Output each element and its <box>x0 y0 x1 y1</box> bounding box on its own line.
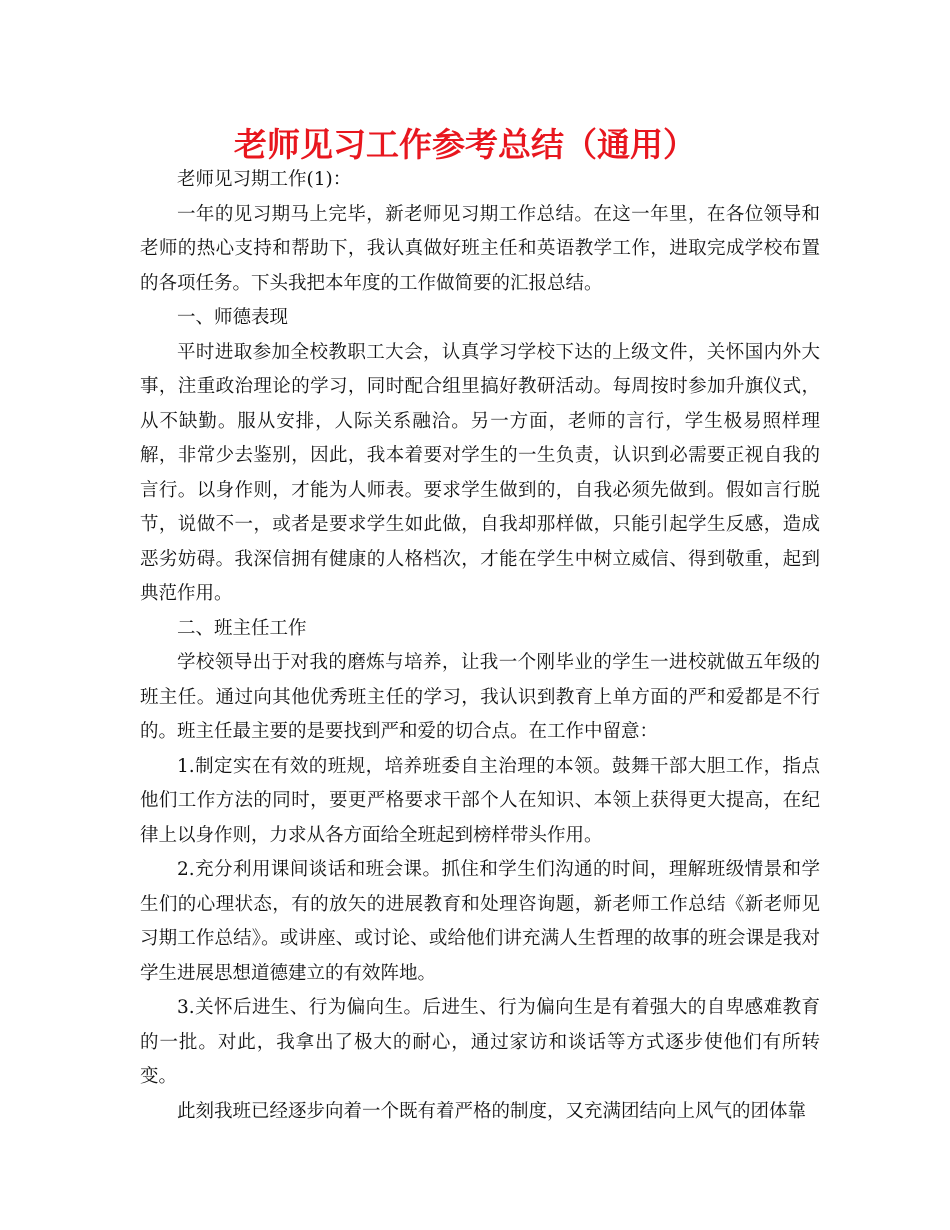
paragraph-item-1: 1.制定实在有效的班规，培养班委自主治理的本领。鼓舞干部大胆工作，指点他们工作方法的同时，要更严格要求干部个人在知识、本领上获得更大提高，在纪律上以身作则，力求从各方面给全班起到榜样带头作用。 <box>140 755 820 846</box>
paragraph-item-3: 3.关怀后进生、行为偏向生。后进生、行为偏向生是有着强大的自卑感难教育的一批。对此，我拿出了极大的耐心，通过家访和谈话等方式逐步使他们有所转变。 <box>140 997 820 1087</box>
paragraph-item-2: 2.充分利用课间谈话和班会课。抓住和学生们沟通的时间，理解班级情景和学生们的心理状态，有的放矢的进展教育和处理咨询题，新老师工作总结《新老师见习期工作总结》。或讲座、或讨论、或给他们讲充满人生哲理的故事的班会课是我对学生进展思想道德建立的有效阵地。 <box>140 859 820 984</box>
section-heading-class-teacher: 二、班主任工作 <box>177 617 307 639</box>
section-heading-ethics: 一、师德表现 <box>177 307 289 328</box>
paragraph-class-teacher: 学校领导出于对我的磨炼与培养，让我一个刚毕业的学生一进校就做五年级的班主任。通过向其他优秀班主任的学习，我认识到教育上单方面的严和爱都是不行的。班主任最主要的是要找到严和爱的切合点。在工作中留意： <box>140 652 820 742</box>
document-title: 老师见习工作参考总结（通用） <box>234 125 696 164</box>
paragraph-intro: 一年的见习期马上完毕，新老师见习期工作总结。在这一年里，在各位领导和老师的热心支持和帮助下，我认真做好班主任和英语教学工作，进取完成学校布置的各项任务。下头我把本年度的工作做简要的汇报总结。 <box>140 203 820 294</box>
paragraph-closing: 此刻我班已经逐步向着一个既有着严格的制度，又充满团结向上风气的团体靠 <box>177 1100 807 1122</box>
paragraph-heading-period: 老师见习期工作(1)： <box>177 169 352 190</box>
document-body <box>140 163 820 1129</box>
paragraph-ethics: 平时进取参加全校教职工大会，认真学习学校下达的上级文件，关怀国内外大事，注重政治理论的学习，同时配合组里搞好教研活动。每周按时参加升旗仪式，从不缺勤。服从安排，人际关系融洽。另一方面，老师的言行，学生极易照样理解，非常少去鉴别，因此，我本着要对学生的一生负责，认识到必需要正视自我的言行。以身作则，才能为人师表。要求学生做到的，自我必须先做到。假如言行脱节，说做不一，或者是要求学生如此做，自我却那样做，只能引起学生反感，造成恶劣妨碍。我深信拥有健康的人格档次，才能在学生中树立威信、得到敬重，起到典范作用。 <box>140 341 820 604</box>
